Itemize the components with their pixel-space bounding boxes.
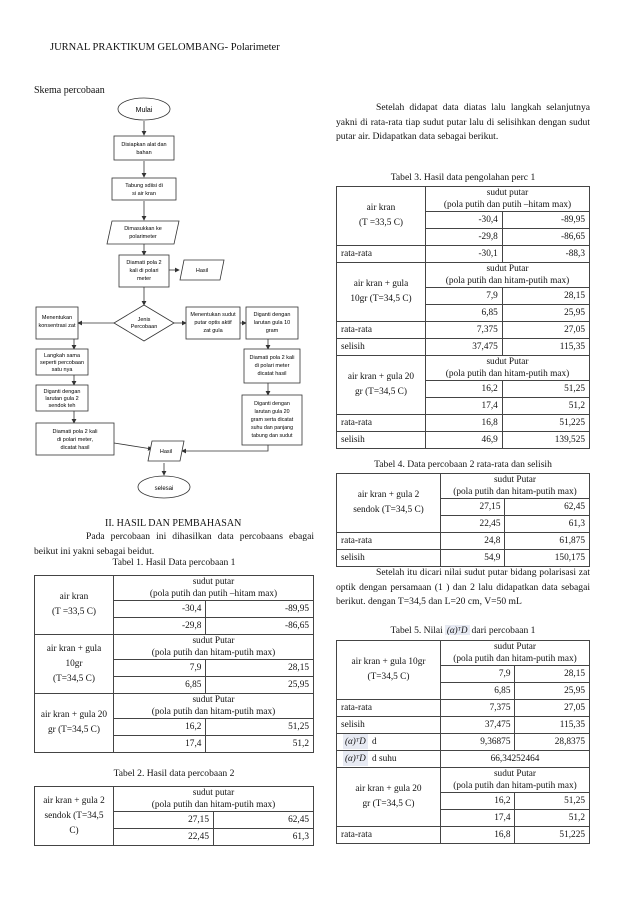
table4-caption: Tabel 4. Data percobaan 2 rata-rata dan selisih: [374, 459, 552, 470]
table-cell: 22,45: [114, 829, 214, 846]
svg-text:satu nya: satu nya: [51, 367, 73, 373]
table-cell: 51,25: [502, 381, 589, 398]
table-cell: sudut Putar (pola putih dan hitam-putih max): [441, 768, 590, 793]
table-cell: 37,475: [426, 339, 503, 356]
svg-text:Diganti dengan: Diganti dengan: [253, 312, 291, 318]
table-cell: 54,9: [441, 550, 505, 567]
table-cell: 66,34252464: [441, 751, 590, 768]
table-cell: 28,8375: [515, 734, 590, 751]
svg-text:sendok teh: sendok teh: [48, 403, 76, 409]
table-cell: 150,175: [505, 550, 590, 567]
table-cell: -89,95: [502, 212, 589, 229]
table-cell: -29,8: [426, 229, 503, 246]
svg-text:kali di polari: kali di polari: [129, 268, 159, 274]
table-cell: 16,8: [441, 827, 515, 844]
table-cell: 62,45: [213, 812, 313, 829]
table-cell: 28,15: [502, 288, 589, 305]
table-cell: 25,95: [515, 683, 590, 700]
table-cell: sudut putar (pola putih dan putih –hitam max): [426, 187, 590, 212]
table-cell: -30,1: [426, 246, 503, 263]
table-cell: 51,25: [206, 719, 314, 736]
table-cell: 25,95: [502, 305, 589, 322]
table-cell: -86,65: [206, 618, 314, 635]
svg-text:Jenis: Jenis: [137, 317, 151, 323]
table-cell: 17,4: [426, 398, 503, 415]
table-cell: 61,3: [505, 516, 590, 533]
table-cell: air kran + gula 20 gr (T=34,5 C): [337, 768, 441, 827]
t1-air-label: air kran (T =33,5 C): [35, 576, 114, 635]
table-cell: sudut Putar (pola putih dan hitam-putih max): [114, 635, 314, 660]
table-cell: 115,35: [502, 339, 589, 356]
table-cell: -30,4: [426, 212, 503, 229]
svg-text:selesai: selesai: [154, 486, 174, 492]
table-cell: 27,05: [502, 322, 589, 339]
table-cell: 115,35: [515, 717, 590, 734]
table-cell: sudut Putar (pola putih dan hitam-putih max): [426, 263, 590, 288]
table-cell: 17,4: [441, 810, 515, 827]
table-cell: rata-rata: [337, 700, 441, 717]
table-cell: 139,525: [502, 432, 589, 449]
table2-caption: Tabel 2. Hasil data percobaan 2: [113, 768, 235, 779]
table-cell: air kran + gula 10gr (T=34,5 C): [337, 263, 426, 322]
table-cell: 7,9: [441, 666, 515, 683]
table-cell: rata-rata: [337, 322, 426, 339]
table-cell: air kran + gula 2 sendok (T=34,5 C): [337, 474, 441, 533]
svg-text:Diamati pola 2 kali: Diamati pola 2 kali: [249, 355, 295, 361]
table-cell: sudut Putar (pola putih dan hitam-putih max): [441, 641, 590, 666]
table-cell: 16,8: [426, 415, 503, 432]
table-cell: sudut Putar (pola putih dan hitam-putih max): [114, 694, 314, 719]
table5-caption: Tabel 5. Nilai (α)ᵀD dari percobaan 1: [390, 625, 536, 636]
table-2: [34, 786, 314, 846]
table-cell: -89,95: [206, 601, 314, 618]
table-cell: 6,85: [441, 683, 515, 700]
table1-caption: Tabel 1. Hasil Data percobaan 1: [112, 557, 236, 568]
table-cell: 6,85: [114, 677, 206, 694]
svg-text:tabung dan sudut: tabung dan sudut: [251, 433, 293, 439]
table-cell: 27,15: [441, 499, 505, 516]
table-cell: 7,375: [426, 322, 503, 339]
table-cell: -86,65: [502, 229, 589, 246]
table-cell: 51,2: [206, 736, 314, 753]
table-cell: 28,15: [206, 660, 314, 677]
table-cell: 37,475: [441, 717, 515, 734]
table-cell: air kran + gula 20 gr (T=34,5 C): [337, 356, 426, 415]
table-cell: 9,36875: [441, 734, 515, 751]
svg-text:larutan gula 2: larutan gula 2: [45, 396, 79, 402]
table-1: [34, 575, 314, 753]
right-paragraph-1: Setelah didapat data diatas lalu langkah selanjutnya yakni di rata-rata tiap sudut putar lalu di selisihkan dengan sudut putar air. Didapatkan data sebagai berikut.: [336, 102, 590, 142]
table3-caption: Tabel 3. Hasil data pengolahan perc 1: [390, 172, 536, 183]
svg-text:Menentukan: Menentukan: [41, 315, 73, 321]
svg-text:Langkah sama: Langkah sama: [43, 353, 81, 359]
table-cell: selisih: [337, 339, 426, 356]
svg-text:suhu dan panjang: suhu dan panjang: [250, 425, 294, 431]
svg-text:di polari meter: di polari meter: [254, 363, 290, 369]
svg-text:bahan: bahan: [136, 150, 152, 156]
table-cell: 62,45: [505, 499, 590, 516]
table-cell: -88,3: [502, 246, 589, 263]
table-cell: 7,9: [426, 288, 503, 305]
svg-text:zat gula: zat gula: [203, 328, 223, 334]
svg-text:Hasil: Hasil: [195, 268, 209, 274]
table-cell: -30,4: [114, 601, 206, 618]
table-cell: sudut Putar (pola putih dan hitam-putih max): [441, 474, 590, 499]
svg-text:si air kran: si air kran: [132, 191, 156, 197]
table-3: [336, 186, 590, 449]
svg-text:dicatat hasil: dicatat hasil: [257, 371, 287, 377]
svg-text:putar optis aktif: putar optis aktif: [194, 320, 232, 326]
table-cell: 27,15: [114, 812, 214, 829]
table-cell: sudut putar (pola putih dan hitam-putih max): [114, 787, 314, 812]
table-cell: rata-rata: [337, 827, 441, 844]
right-paragraph-2: Setelah itu dicari nilai sudut putar bidang polarisasi zat optik dengan persamaan (1 ) dan 2 lalu didapatkan data sebagai berikut. dengan T=34,5 dan L=20 cm, V=50 mL: [336, 567, 590, 607]
table-cell: selisih: [337, 717, 441, 734]
table-cell: 22,45: [441, 516, 505, 533]
svg-text:Diganti dengan: Diganti dengan: [43, 389, 81, 395]
table-cell: 16,2: [441, 793, 515, 810]
table-cell: 7,9: [114, 660, 206, 677]
table-cell: 51,225: [502, 415, 589, 432]
table-cell: 6,85: [426, 305, 503, 322]
table-cell: (α)ᵀD d suhu: [337, 751, 441, 768]
table-cell: 51,2: [515, 810, 590, 827]
table-cell: 27,05: [515, 700, 590, 717]
table-cell: 16,2: [426, 381, 503, 398]
table-cell: 51,225: [515, 827, 590, 844]
t2-sendok-label: air kran + gula 2 sendok (T=34,5 C): [35, 787, 114, 846]
svg-text:Disiapkan alat dan: Disiapkan alat dan: [121, 142, 167, 148]
svg-text:Diamati pola 2: Diamati pola 2: [126, 260, 162, 266]
svg-text:Tabung sdiisi di: Tabung sdiisi di: [125, 183, 163, 189]
svg-text:seperti percobaan: seperti percobaan: [39, 360, 85, 366]
svg-text:gram serta dicatat: gram serta dicatat: [250, 417, 294, 423]
table-cell: rata-rata: [337, 246, 426, 263]
flowchart: [34, 95, 314, 505]
svg-text:Percobaan: Percobaan: [130, 324, 158, 330]
table-cell: -29,8: [114, 618, 206, 635]
table-cell: air kran + gula 10gr (T=34,5 C): [337, 641, 441, 700]
table-cell: 24,8: [441, 533, 505, 550]
table-cell: 25,95: [206, 677, 314, 694]
flow-mulai: Mulai: [135, 107, 153, 114]
svg-text:polarimeter: polarimeter: [129, 234, 157, 240]
table-4: [336, 473, 590, 567]
skema-heading: Skema percobaan: [34, 85, 105, 96]
table-cell: 7,375: [441, 700, 515, 717]
table-5: [336, 640, 590, 844]
svg-text:Menentukan sudut: Menentukan sudut: [190, 312, 236, 318]
t1-g20-label: air kran + gula 20 gr (T=34,5 C): [35, 694, 114, 753]
svg-text:Diamati pola 2 kali: Diamati pola 2 kali: [52, 429, 98, 435]
svg-text:larutan gula 10: larutan gula 10: [253, 320, 291, 326]
table-cell: 61,875: [505, 533, 590, 550]
table-cell: sudut putar (pola putih dan putih –hitam max): [114, 576, 314, 601]
table-cell: air kran (T =33,5 C): [337, 187, 426, 246]
svg-text:Dimasukkan ke: Dimasukkan ke: [124, 226, 162, 232]
table-cell: rata-rata: [337, 533, 441, 550]
svg-text:Diganti dengan: Diganti dengan: [254, 401, 290, 407]
table-cell: 51,25: [515, 793, 590, 810]
table-cell: 46,9: [426, 432, 503, 449]
table-cell: (α)ᵀD d: [337, 734, 441, 751]
svg-text:konsentrasi zat: konsentrasi zat: [38, 323, 76, 329]
svg-text:Hasil: Hasil: [159, 449, 173, 455]
table-cell: 16,2: [114, 719, 206, 736]
left-paragraph: Pada percobaan ini dihasilkan data percobaans ebagai beikut ini yakni sebagai beidut.: [34, 531, 314, 557]
table-cell: 61,3: [213, 829, 313, 846]
svg-text:di polari meter,: di polari meter,: [56, 437, 94, 443]
table-cell: 28,15: [515, 666, 590, 683]
svg-text:larutan gula 20: larutan gula 20: [254, 409, 290, 415]
table-cell: 51,2: [502, 398, 589, 415]
table-cell: rata-rata: [337, 415, 426, 432]
table-cell: sudut Putar (pola putih dan hitam-putih max): [426, 356, 590, 381]
journal-header: JURNAL PRAKTIKUM GELOMBANG- Polarimeter: [50, 42, 280, 53]
section-heading: II. HASIL DAN PEMBAHASAN: [105, 518, 242, 529]
svg-text:gram: gram: [265, 328, 279, 334]
svg-text:dicatat hasil: dicatat hasil: [60, 445, 90, 451]
table-cell: selisih: [337, 432, 426, 449]
table-cell: selisih: [337, 550, 441, 567]
t1-g10-label: air kran + gula 10gr (T=34,5 C): [35, 635, 114, 694]
svg-text:meter: meter: [136, 276, 152, 282]
alpha-symbol: (α)ᵀD: [446, 625, 468, 635]
table-cell: 17,4: [114, 736, 206, 753]
